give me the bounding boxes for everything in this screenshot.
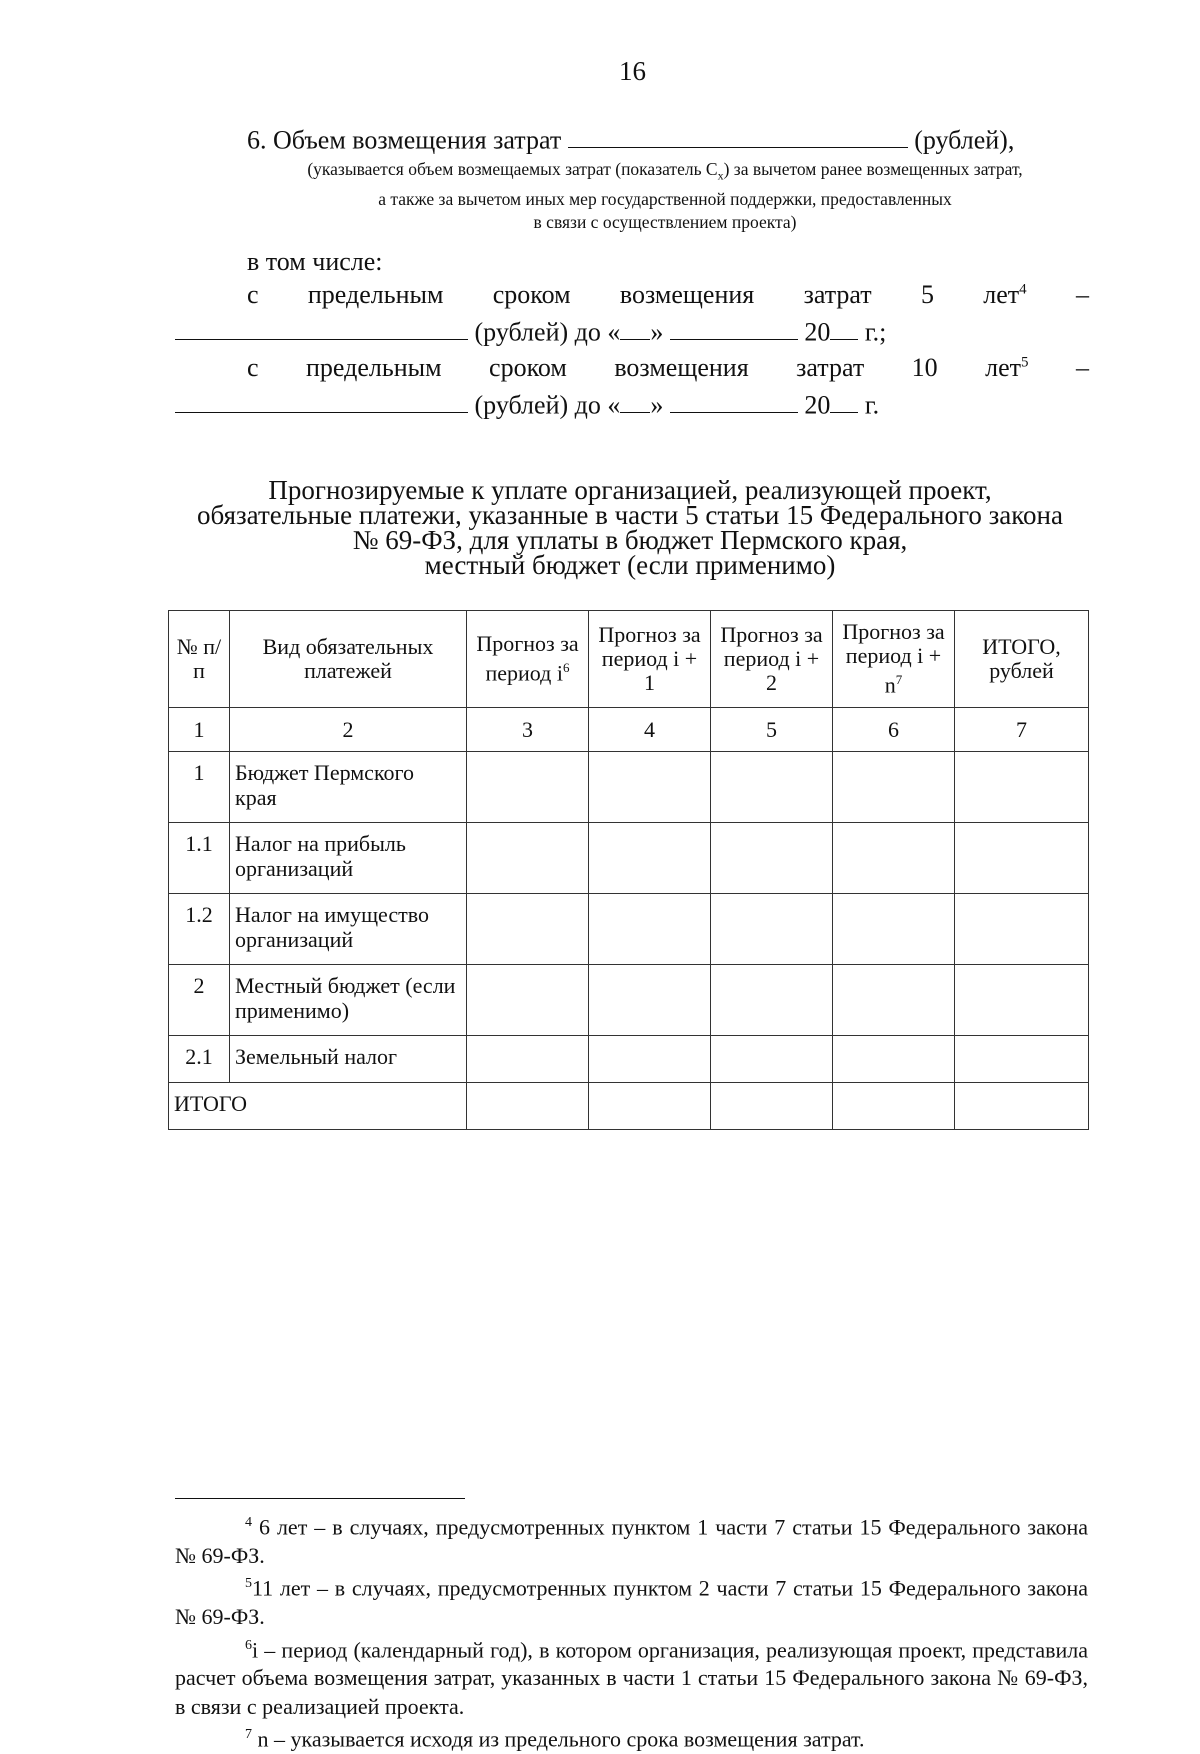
header-forecast-in-text: Прогноз за период i + n bbox=[842, 619, 945, 698]
footnote bbox=[175, 1570, 1088, 1631]
footnote-text: i – период (календарный год), в котором организация, реализующая проект, представила расчет объема возмещения затрат, указанных в части 1 статьи 15 Федерального закона № 69-ФЗ, в связи с реализацией проекта. bbox=[175, 1636, 1088, 1719]
quote-close: » bbox=[650, 317, 664, 347]
rubles-until: (рублей) до « bbox=[474, 390, 621, 420]
column-number: 2 bbox=[230, 708, 467, 752]
cell[interactable] bbox=[467, 823, 589, 894]
header-total: ИТОГО, рублей bbox=[955, 611, 1089, 708]
note-line-3: в связи с осуществлением проекта) bbox=[533, 211, 797, 232]
heading-line: обязательные платежи, указанные в части 5 статьи 15 Федерального закона bbox=[197, 500, 1063, 530]
including-label: в том числе: bbox=[247, 247, 383, 276]
row-name: Бюджет Пермского края bbox=[230, 752, 467, 823]
day-blank[interactable] bbox=[620, 316, 650, 340]
table-row bbox=[169, 752, 1089, 823]
cell[interactable] bbox=[955, 752, 1089, 823]
column-numbers-row bbox=[169, 708, 1089, 752]
cell[interactable] bbox=[589, 752, 711, 823]
term-years-word bbox=[983, 280, 1026, 310]
term-word: затрат bbox=[796, 353, 865, 382]
cell[interactable] bbox=[833, 1083, 955, 1130]
row-number: 1.1 bbox=[169, 823, 230, 894]
year-prefix: 20 bbox=[804, 390, 831, 420]
column-number: 6 bbox=[833, 708, 955, 752]
row-name: Земельный налог bbox=[230, 1036, 467, 1083]
note-line-1-text: (указывается объем возмещаемых затрат (показатель С bbox=[307, 159, 718, 179]
note-line-1 bbox=[230, 158, 1100, 188]
section6-unit: (рублей), bbox=[914, 125, 1015, 155]
footnote-separator bbox=[175, 1498, 465, 1499]
cell[interactable] bbox=[955, 1083, 1089, 1130]
term-word: сроком bbox=[492, 280, 571, 309]
row-name: Налог на имущество организаций bbox=[230, 894, 467, 965]
footnote-mark: 6 bbox=[245, 1637, 252, 1653]
term-word: лет bbox=[983, 280, 1020, 309]
rubles-until: (рублей) до « bbox=[474, 317, 621, 347]
year-suffix: г. bbox=[864, 390, 880, 420]
header-number: № п/п bbox=[169, 611, 230, 708]
footnote-ref: 5 bbox=[1021, 354, 1029, 371]
footnote-text: n – указывается исходя из предельного срока возмещения затрат. bbox=[252, 1726, 865, 1752]
term-word: предельным bbox=[307, 280, 444, 309]
row-number: 1.2 bbox=[169, 894, 230, 965]
cell[interactable] bbox=[467, 1036, 589, 1083]
cell[interactable] bbox=[955, 1036, 1089, 1083]
quote-close: » bbox=[650, 390, 664, 420]
heading-line: Прогнозируемые к уплате организацией, реализующей проект, bbox=[268, 475, 992, 505]
cell[interactable] bbox=[711, 752, 833, 823]
term-word: возмещения bbox=[619, 280, 755, 309]
column-number: 1 bbox=[169, 708, 230, 752]
total-label: ИТОГО bbox=[169, 1083, 467, 1130]
cell[interactable] bbox=[833, 965, 955, 1036]
term-dash: – bbox=[1075, 353, 1089, 382]
footnote-mark: 5 bbox=[245, 1576, 252, 1592]
year-blank[interactable] bbox=[830, 389, 858, 413]
table-row bbox=[169, 894, 1089, 965]
row-name: Местный бюджет (если применимо) bbox=[230, 965, 467, 1036]
cell[interactable] bbox=[955, 823, 1089, 894]
cell[interactable] bbox=[589, 1036, 711, 1083]
cell[interactable] bbox=[711, 1036, 833, 1083]
column-number: 5 bbox=[711, 708, 833, 752]
column-number: 4 bbox=[589, 708, 711, 752]
amount-blank[interactable] bbox=[568, 124, 908, 148]
cell[interactable] bbox=[711, 1083, 833, 1130]
footnotes bbox=[175, 1509, 1088, 1754]
month-blank[interactable] bbox=[670, 316, 798, 340]
section6-note bbox=[230, 158, 1100, 234]
term-10-continuation bbox=[175, 389, 879, 420]
term-dash: – bbox=[1076, 280, 1089, 309]
footnote bbox=[175, 1509, 1088, 1570]
table-row bbox=[169, 965, 1089, 1036]
term-word: предельным bbox=[306, 353, 442, 382]
term-years: 5 bbox=[920, 280, 934, 309]
footnote-mark: 7 bbox=[245, 1727, 252, 1743]
payments-table bbox=[168, 610, 1089, 1130]
amount-10-blank[interactable] bbox=[175, 389, 468, 413]
row-name: Налог на прибыль организаций bbox=[230, 823, 467, 894]
cell[interactable] bbox=[589, 965, 711, 1036]
cell[interactable] bbox=[711, 965, 833, 1036]
cell[interactable] bbox=[833, 752, 955, 823]
cell[interactable] bbox=[833, 1036, 955, 1083]
table-row bbox=[169, 823, 1089, 894]
month-blank[interactable] bbox=[670, 389, 798, 413]
footnote-text: 11 лет – в случаях, предусмотренных пунктом 2 части 7 статьи 15 Федерального закона № 69-ФЗ. bbox=[175, 1575, 1088, 1630]
cell[interactable] bbox=[955, 965, 1089, 1036]
term-word: лет bbox=[985, 353, 1022, 382]
footnote-ref: 7 bbox=[895, 672, 903, 688]
cell[interactable] bbox=[467, 752, 589, 823]
header-forecast-in bbox=[833, 611, 955, 708]
column-number: 3 bbox=[467, 708, 589, 752]
column-number: 7 bbox=[955, 708, 1089, 752]
header-forecast-i-text: Прогноз за период i bbox=[476, 631, 579, 686]
footnote-text: 6 лет – в случаях, предусмотренных пунктом 1 части 7 статьи 15 Федерального закона № 69-ФЗ. bbox=[175, 1514, 1088, 1568]
cell[interactable] bbox=[711, 894, 833, 965]
header-forecast-i2: Прогноз за период i + 2 bbox=[711, 611, 833, 708]
cell[interactable] bbox=[467, 965, 589, 1036]
term-10-line bbox=[247, 353, 1089, 383]
section6-label: 6. Объем возмещения затрат bbox=[247, 125, 562, 155]
footnote-mark: 4 bbox=[245, 1515, 252, 1530]
year-blank[interactable] bbox=[830, 316, 858, 340]
header-payment-type: Вид обязательных платежей bbox=[230, 611, 467, 708]
page-number: 16 bbox=[619, 56, 646, 86]
cell[interactable] bbox=[589, 894, 711, 965]
amount-5-blank[interactable] bbox=[175, 316, 468, 340]
heading-line: местный бюджет (если применимо) bbox=[424, 550, 836, 580]
table-heading bbox=[160, 475, 1100, 580]
cell[interactable] bbox=[833, 823, 955, 894]
cell[interactable] bbox=[711, 823, 833, 894]
row-number: 2 bbox=[169, 965, 230, 1036]
note-line-2: а также за вычетом иных мер государственной поддержки, предоставленных bbox=[378, 188, 952, 209]
cell[interactable] bbox=[467, 1083, 589, 1130]
table-header-row bbox=[169, 611, 1089, 708]
term-word: сроком bbox=[489, 353, 567, 382]
term-word: затрат bbox=[803, 280, 872, 309]
cell[interactable] bbox=[589, 823, 711, 894]
term-word: с bbox=[247, 280, 259, 309]
table-row bbox=[169, 1036, 1089, 1083]
cell[interactable] bbox=[833, 894, 955, 965]
section6-line bbox=[247, 124, 1014, 155]
term-word: возмещения bbox=[614, 353, 749, 382]
footnote bbox=[175, 1632, 1088, 1722]
footnote-ref: 6 bbox=[562, 660, 570, 676]
cell[interactable] bbox=[955, 894, 1089, 965]
footnote-ref: 4 bbox=[1019, 281, 1027, 298]
header-forecast-i bbox=[467, 611, 589, 708]
note-subscript: х bbox=[717, 168, 724, 183]
cell[interactable] bbox=[467, 894, 589, 965]
term-5-line bbox=[247, 280, 1089, 310]
term-5-continuation bbox=[175, 316, 886, 347]
header-forecast-i1: Прогноз за период i + 1 bbox=[589, 611, 711, 708]
day-blank[interactable] bbox=[620, 389, 650, 413]
term-word: с bbox=[247, 353, 259, 382]
year-suffix: г.; bbox=[864, 317, 887, 347]
term-years: 10 bbox=[911, 353, 938, 382]
cell[interactable] bbox=[589, 1083, 711, 1130]
row-number: 1 bbox=[169, 752, 230, 823]
term-years-word bbox=[985, 353, 1028, 383]
footnote bbox=[175, 1721, 1088, 1754]
note-line-1-end: ) за вычетом ранее возмещенных затрат, bbox=[723, 159, 1023, 179]
year-prefix: 20 bbox=[804, 317, 831, 347]
row-number: 2.1 bbox=[169, 1036, 230, 1083]
total-row bbox=[169, 1083, 1089, 1130]
heading-line: № 69-ФЗ, для уплаты в бюджет Пермского края, bbox=[352, 525, 908, 555]
